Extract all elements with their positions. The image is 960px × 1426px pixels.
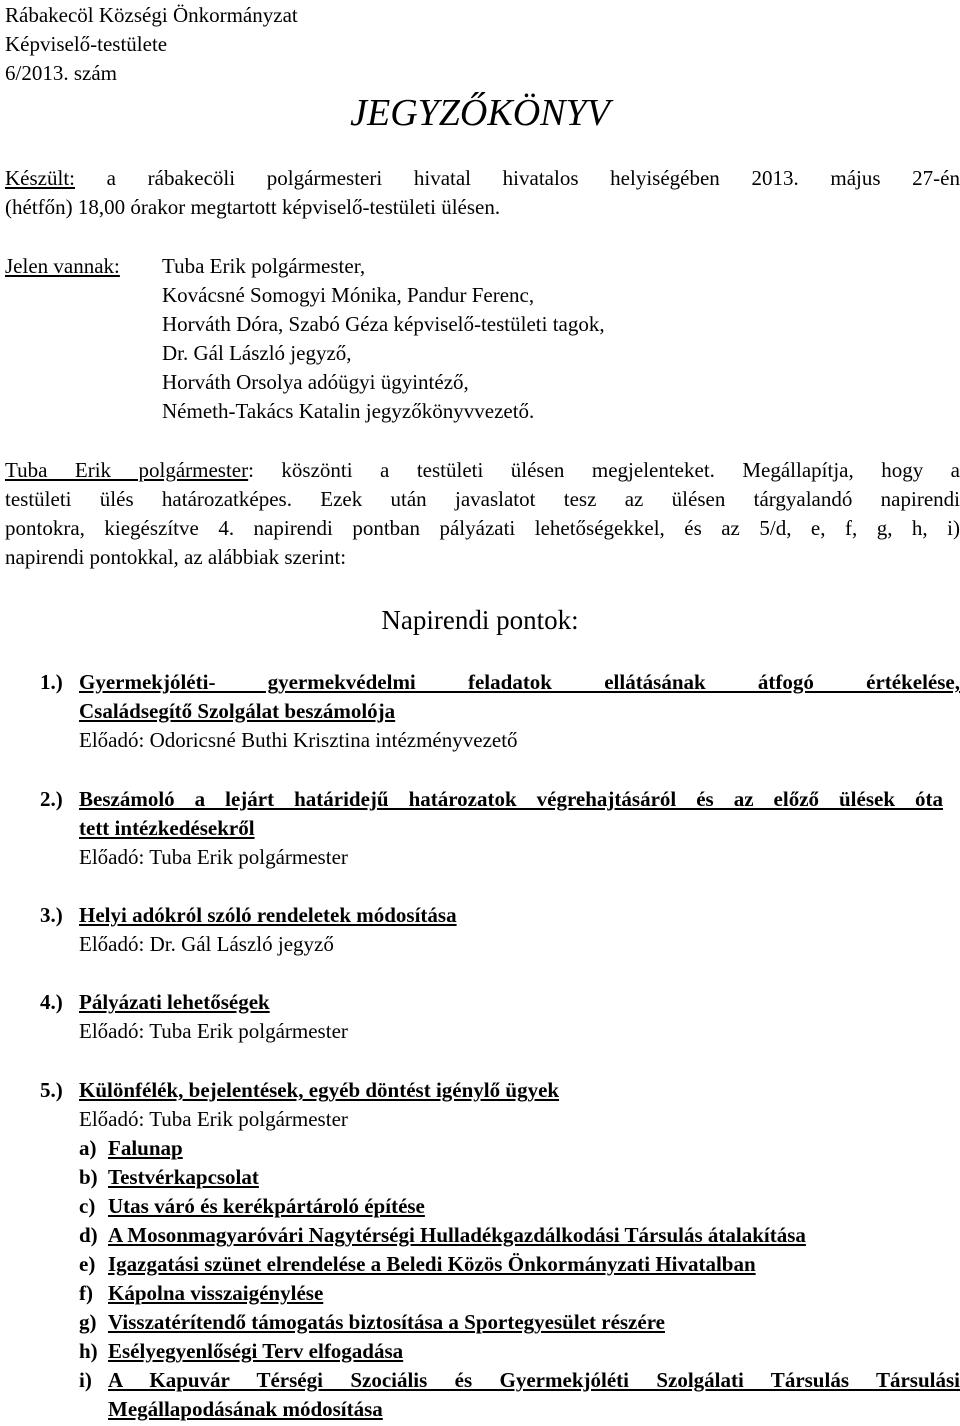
intro-speaker: Tuba Erik polgármester (5, 458, 249, 482)
agenda-item-4-title: Pályázati lehetőségek (79, 990, 270, 1014)
subitem-f: f) Kápolna visszaigénylése (79, 1281, 324, 1305)
agenda-item-2-title-2: tett intézkedésekről (79, 816, 255, 840)
agenda-item-1-title-2: Családsegítő Szolgálat beszámolója (79, 699, 396, 723)
attendee-3: Horváth Dóra, Szabó Géza képviselő-testületi tagok, (162, 312, 605, 336)
agenda-item-2-presenter: Előadó: Tuba Erik polgármester (79, 845, 348, 869)
agenda-item-4-presenter: Előadó: Tuba Erik polgármester (79, 1019, 348, 1043)
attendee-6: Németh-Takács Katalin jegyzőkönyvvezető. (162, 399, 535, 423)
keszult-line-1: Készült: a rábakecöli polgármesteri hivatal hivatalos helyiségében 2013. május 27-én (5, 166, 960, 190)
subitem-d: d) A Mosonmagyaróvári Nagytérségi Hulladékgazdálkodási Társulás átalakítása (79, 1223, 806, 1247)
keszult-label: Készült: (5, 166, 75, 190)
subitem-c: c) Utas váró és kerékpártároló építése (79, 1194, 425, 1218)
agenda-item-5-title: Különfélék, bejelentések, egyéb döntést igénylő ügyek (79, 1078, 560, 1102)
attendee-1: Tuba Erik polgármester, (162, 254, 366, 278)
header-number: 6/2013. szám (5, 61, 117, 85)
agenda-item-1-title: Gyermekjóléti- gyermekvédelmi feladatok ellátásának átfogó értékelése, (79, 670, 960, 694)
subitem-g: g) Visszatérítendő támogatás biztosítása a Sportegyesület részére (79, 1310, 665, 1334)
agenda-item-2-title: Beszámoló a lejárt határidejű határozatok végrehajtásáról és az előző ülések óta (79, 787, 943, 811)
subitem-e: e) Igazgatási szünet elrendelése a Beledi Közös Önkormányzati Hivatalban (79, 1252, 756, 1276)
attendee-2: Kovácsné Somogyi Mónika, Pandur Ferenc, (162, 283, 535, 307)
agenda-item-1-presenter: Előadó: Odoricsné Buthi Krisztina intézményvezető (79, 728, 518, 752)
intro-line-4: napirendi pontokkal, az alábbiak szerint: (5, 545, 347, 569)
intro-line-3: pontokra, kiegészítve 4. napirendi pontban pályázati lehetőségekkel, és az 5/d, e, f, g, h, i) (5, 516, 960, 540)
agenda-title: Napirendi pontok: (381, 605, 579, 635)
agenda-item-3-title: Helyi adókról szóló rendeletek módosítása (79, 903, 457, 927)
document-page: Rábakecöl Községi Önkormányzat Képviselő-testülete 6/2013. szám JEGYZŐKÖNYV Készült: a rábakecöli polgármesteri hivatal hivatalos helyiségében 2013. május 27-én (hétfőn) 18,00 órakor megtartott képviselő-testületi ülésen. Jelen vannak: Tuba Erik polgármester, Kovácsné Somogyi Mónika, Pandur Ferenc, Horváth Dóra, Szabó Géza képviselő-testületi tagok, Dr. Gál László jegyző, Horváth Orsolya adóügyi ügyintéző, Németh-Takács Katalin jegyzőkönyvvezető. Tuba Erik polgármester: köszönti a testületi ülésen megjelenteket. Megállapítja, hogy a testületi ülés határozatképes. Ezek után javaslatot tesz az ülésen tárgyalandó napirendi pontokra, kiegészítve 4. napirendi pontban pályázati lehetőségekkel, és az 5/d, e, f, g, h, i) napirendi pontokkal, az alábbiak szerint: Napirendi pontok: 1.) Gyermekjóléti- gyermekvédelmi feladatok ellátásának átfogó értékelése, Családsegítő Szolgálat beszámolója Előadó: Odoricsné Buthi Krisztina intézményvezető 2.) Beszámoló a lejárt határidejű határozatok végrehajtásáról és az előző ülések óta tett intézkedésekről Előadó: Tuba Erik polgármester 3.) Helyi adókról szóló rendeletek módosítása Előadó: Dr. Gál László jegyző 4.) Pályázati lehetőségek Előadó: Tuba Erik polgármester 5.) Különfélék, bejelentések, egyéb döntést igénylő ügyek Előadó: Tuba Erik polgármester a) Falunap b) Testvérkapcsolat c) Utas váró és kerékpártároló építése d) A Mosonmagyaróvári Nagytérségi Hulladékgazdálkodási Társulás átalakítása e) Igazgatási szünet elrendelése a Beledi Közös Önkormányzati Hivatalban f) Kápolna visszaigénylése g) Visszatérítendő támogatás biztosítása a Sportegyesület részére h) Esélyegyenlőségi Terv elfogadása i) A Kapuvár Térségi Szociális és Gyermekjóléti Szolgálati Társulás Társulási Megállapodásának módosítása (0, 0, 960, 1426)
subitem-a: a) Falunap (79, 1136, 183, 1160)
header-municipality: Rábakecöl Községi Önkormányzat (5, 3, 298, 27)
subitem-h: h) Esélyegyenlőségi Terv elfogadása (79, 1339, 404, 1363)
document-title: JEGYZŐKÖNYV (350, 92, 610, 134)
attendee-5: Horváth Orsolya adóügyi ügyintéző, (162, 370, 469, 394)
keszult-line-2: (hétfőn) 18,00 órakor megtartott képviselő-testületi ülésen. (5, 195, 501, 219)
subitem-b: b) Testvérkapcsolat (79, 1165, 259, 1189)
subitem-i-line-2: Megállapodásának módosítása (108, 1397, 383, 1421)
header-body: Képviselő-testülete (5, 32, 168, 56)
jelen-label: Jelen vannak: (5, 254, 120, 278)
intro-line-1: Tuba Erik polgármester: köszönti a testületi ülésen megjelenteket. Megállapítja, hogy a (5, 458, 960, 482)
agenda-item-3-presenter: Előadó: Dr. Gál László jegyző (79, 932, 334, 956)
intro-line-2: testületi ülés határozatképes. Ezek után javaslatot tesz az ülésen tárgyalandó napirendi (5, 487, 960, 511)
attendee-4: Dr. Gál László jegyző, (162, 341, 352, 365)
agenda-item-5-presenter: Előadó: Tuba Erik polgármester (79, 1107, 348, 1131)
